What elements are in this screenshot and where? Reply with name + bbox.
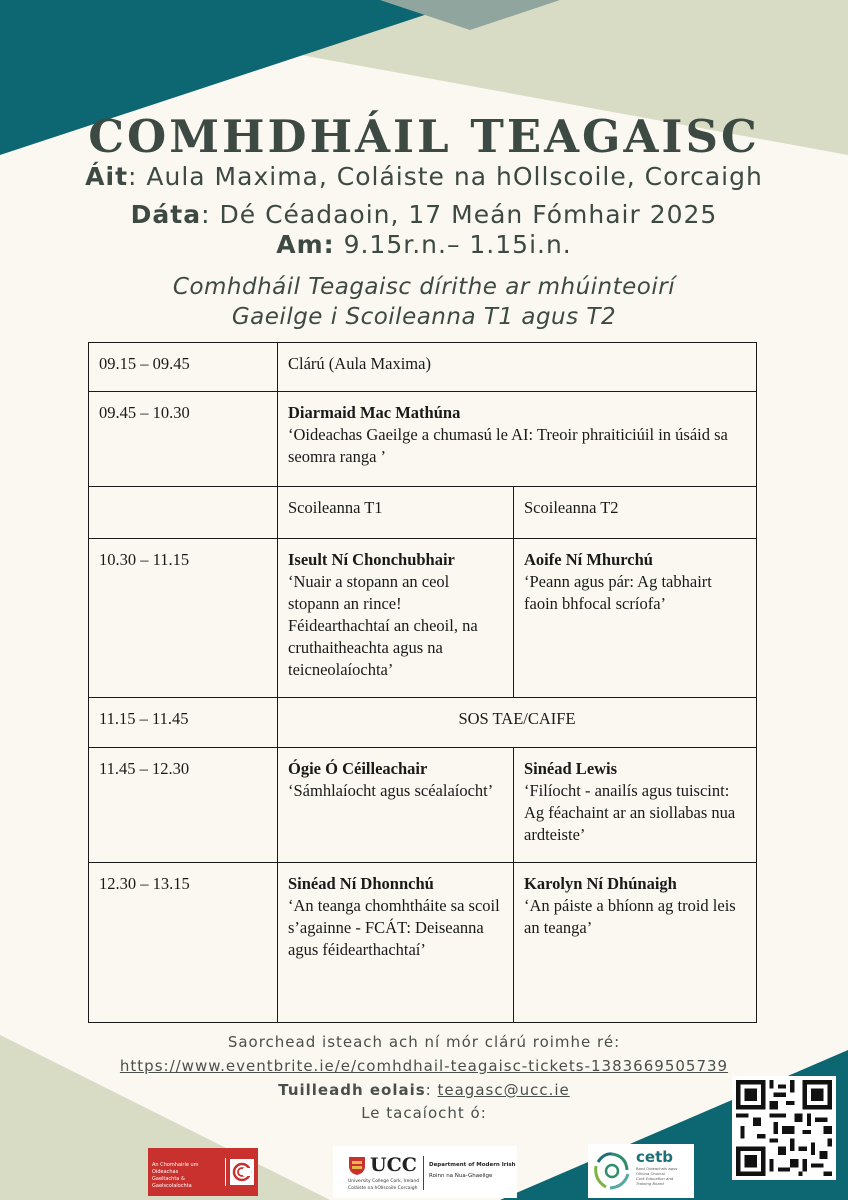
empty-cell — [89, 487, 278, 539]
speaker-name: Sinéad Lewis — [524, 759, 618, 778]
table-row — [89, 863, 757, 1023]
subtitle — [0, 272, 848, 332]
time-cell: 12.30 – 13.15 — [89, 863, 278, 1023]
talk-title: ‘Sámhlaíocht agus scéalaíocht’ — [288, 781, 494, 800]
ucc-subtitle-2: Coláiste na hOllscoile Corcaigh — [348, 1186, 418, 1191]
time-cell: 11.45 – 12.30 — [89, 748, 278, 863]
cetb-name: cetb — [636, 1148, 673, 1166]
talk-title: ‘Peann agus pár: Ag tabhairt faoin bhfocal scríofa’ — [524, 572, 712, 613]
cetb-subtitle-4: Training Board — [636, 1181, 664, 1186]
table-row — [89, 392, 757, 487]
speaker-name: Iseult Ní Chonchubhair — [288, 550, 455, 569]
ucc-department-1: Department of Modern Irish — [429, 1162, 516, 1168]
time-value: 9.15r.n.– 1.15i.n. — [334, 230, 572, 259]
schedule-table — [88, 342, 757, 1023]
more-info-separator: : — [425, 1081, 438, 1099]
comhairle-name-line-2: Gaeltachta & Gaelscolaíochta — [152, 1176, 192, 1189]
break-cell: SOS TAE/CAIFE — [278, 698, 757, 748]
more-info-label: Tuilleadh eolais — [278, 1081, 426, 1099]
qr-code-icon[interactable] — [732, 1076, 836, 1180]
session-cell-t2 — [514, 748, 757, 863]
session-cell-t2 — [514, 863, 757, 1023]
comhairle-name-line-1: An Chomhairle um Oideachas — [152, 1162, 199, 1175]
table-row — [89, 748, 757, 863]
registration-line — [0, 1057, 848, 1075]
support-text: Le tacaíocht ó: — [361, 1104, 487, 1122]
talk-title: ‘Oideachas Gaeilge a chumasú le AI: Treoir phraiticiúil in úsáid sa seomra ranga ’ — [288, 425, 728, 466]
table-row — [89, 343, 757, 392]
speaker-name: Sinéad Ní Dhonnchú — [288, 874, 434, 893]
time-cell: 10.30 – 11.15 — [89, 539, 278, 698]
session-cell — [278, 392, 757, 487]
talk-title: ‘An teanga chomhtháite sa scoil s’againne - FCÁT: Deiseanna agus féidearthachtaí’ — [288, 896, 500, 959]
more-info-line — [0, 1081, 848, 1099]
cetb-subtitle-3: Cork Education and — [636, 1176, 674, 1181]
talk-title: ‘Nuair a stopann an ceol stopann an rince! Féidearthachtaí an cheoil, na cruthaitheachta agus na teicneolaíochta’ — [288, 572, 478, 679]
speaker-name: Aoife Ní Mhurchú — [524, 550, 653, 569]
ucc-crest-icon — [348, 1156, 366, 1176]
table-row — [89, 539, 757, 698]
cetb-subtitle-2: Oiliúna Chorcaí — [636, 1171, 665, 1176]
stream-header-t1: Scoileanna T1 — [278, 487, 514, 539]
cetb-subtitle-1: Bord Oideachais agus — [636, 1166, 678, 1171]
time-cell: 11.15 – 11.45 — [89, 698, 278, 748]
session-cell: Clárú (Aula Maxima) — [278, 343, 757, 392]
date-line — [0, 200, 848, 229]
registration-link[interactable]: https://www.eventbrite.ie/e/comhdhail-teagaisc-tickets-1383669505739 — [119, 1057, 729, 1075]
ucc-department-2: Roinn na Nua-Ghaeilge — [429, 1173, 493, 1179]
cetb-swirl-icon — [592, 1150, 632, 1192]
talk-title: ‘An páiste a bhíonn ag troid leis an teanga’ — [524, 896, 736, 937]
cetb-logo — [588, 1144, 694, 1198]
session-cell-t1 — [278, 539, 514, 698]
date-value: : Dé Céadaoin, 17 Meán Fómhair 2025 — [201, 200, 718, 229]
time-label: Am: — [276, 230, 335, 259]
talk-title: ‘Filíocht - anailís agus tuiscint: Ag féachaint ar an siollabas nua ardteiste’ — [524, 781, 736, 844]
session-cell-t1 — [278, 863, 514, 1023]
page-title: COMHDHÁIL TEAGAISC — [88, 110, 760, 163]
ucc-subtitle-1: University College Cork, Ireland — [348, 1179, 420, 1184]
table-row — [89, 698, 757, 748]
stream-header-t2: Scoileanna T2 — [514, 487, 757, 539]
ucc-logo — [333, 1146, 517, 1198]
comhairle-logo — [148, 1148, 258, 1196]
session-cell-t2 — [514, 539, 757, 698]
comhairle-emblem-icon — [230, 1159, 254, 1185]
table-row — [89, 487, 757, 539]
venue-label: Áit — [85, 162, 129, 191]
speaker-name: Diarmaid Mac Mathúna — [288, 403, 461, 422]
date-label: Dáta — [130, 200, 202, 229]
email-link[interactable]: teagasc@ucc.ie — [437, 1081, 570, 1099]
time-line — [0, 230, 848, 259]
speaker-name: Karolyn Ní Dhúnaigh — [524, 874, 677, 893]
ucc-name: UCC — [370, 1154, 417, 1176]
venue-value: : Aula Maxima, Coláiste na hOllscoile, Corcaigh — [128, 162, 763, 191]
subtitle-line-1: Comhdháil Teagaisc dírithe ar mhúinteoirí — [172, 274, 676, 300]
free-entry-text: Saorchead isteach ach ní mór clárú roimhe ré: — [227, 1033, 621, 1051]
time-cell: 09.15 – 09.45 — [89, 343, 278, 392]
venue-line — [0, 162, 848, 191]
subtitle-line-2: Gaeilge i Scoileanna T1 agus T2 — [231, 304, 617, 330]
session-cell-t1 — [278, 748, 514, 863]
time-cell: 09.45 – 10.30 — [89, 392, 278, 487]
speaker-name: Ógie Ó Céilleachair — [288, 759, 428, 778]
